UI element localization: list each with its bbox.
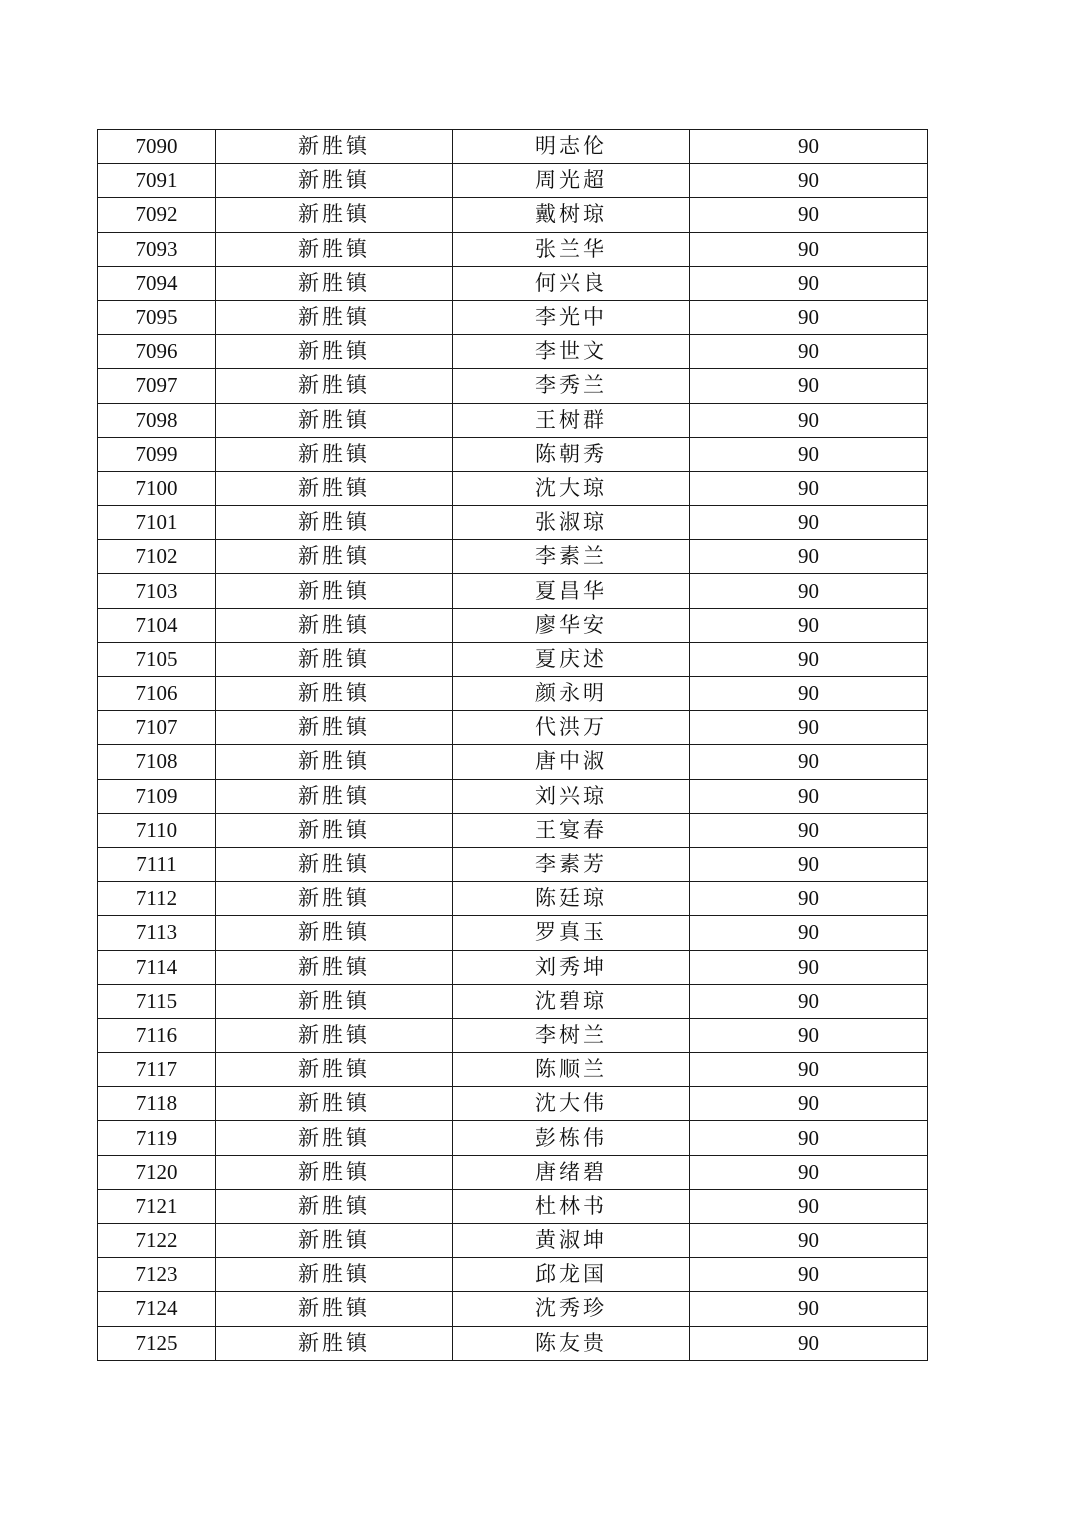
- person-name-cell: 周光超: [453, 164, 690, 198]
- table-row: [98, 711, 928, 745]
- table-row: [98, 574, 928, 608]
- town-cell: 新胜镇: [216, 608, 453, 642]
- table-row: [98, 506, 928, 540]
- town-cell: 新胜镇: [216, 1189, 453, 1223]
- town-cell: 新胜镇: [216, 882, 453, 916]
- amount-cell: 90: [690, 779, 928, 813]
- table-row: [98, 1155, 928, 1189]
- row-number-cell: 7124: [98, 1292, 216, 1326]
- person-name-cell: 夏昌华: [453, 574, 690, 608]
- row-number-cell: 7122: [98, 1224, 216, 1258]
- row-number-cell: 7103: [98, 574, 216, 608]
- row-number-cell: 7112: [98, 882, 216, 916]
- town-cell: 新胜镇: [216, 437, 453, 471]
- amount-cell: 90: [690, 1292, 928, 1326]
- person-name-cell: 陈廷琼: [453, 882, 690, 916]
- amount-cell: 90: [690, 198, 928, 232]
- table-row: [98, 677, 928, 711]
- table-row: [98, 232, 928, 266]
- table-row: [98, 471, 928, 505]
- row-number-cell: 7110: [98, 813, 216, 847]
- amount-cell: 90: [690, 266, 928, 300]
- row-number-cell: 7097: [98, 369, 216, 403]
- row-number-cell: 7109: [98, 779, 216, 813]
- person-name-cell: 李世文: [453, 335, 690, 369]
- row-number-cell: 7119: [98, 1121, 216, 1155]
- town-cell: 新胜镇: [216, 847, 453, 881]
- table-row: [98, 1053, 928, 1087]
- town-cell: 新胜镇: [216, 1087, 453, 1121]
- person-name-cell: 陈友贵: [453, 1326, 690, 1360]
- row-number-cell: 7120: [98, 1155, 216, 1189]
- town-cell: 新胜镇: [216, 540, 453, 574]
- amount-cell: 90: [690, 882, 928, 916]
- amount-cell: 90: [690, 1326, 928, 1360]
- row-number-cell: 7099: [98, 437, 216, 471]
- table-row: [98, 1189, 928, 1223]
- person-name-cell: 夏庆述: [453, 642, 690, 676]
- amount-cell: 90: [690, 232, 928, 266]
- person-name-cell: 罗真玉: [453, 916, 690, 950]
- person-name-cell: 黄淑坤: [453, 1224, 690, 1258]
- person-name-cell: 王宴春: [453, 813, 690, 847]
- table-row: [98, 642, 928, 676]
- town-cell: 新胜镇: [216, 1326, 453, 1360]
- amount-cell: 90: [690, 471, 928, 505]
- person-name-cell: 沈大琼: [453, 471, 690, 505]
- town-cell: 新胜镇: [216, 1018, 453, 1052]
- row-number-cell: 7116: [98, 1018, 216, 1052]
- town-cell: 新胜镇: [216, 403, 453, 437]
- row-number-cell: 7108: [98, 745, 216, 779]
- row-number-cell: 7090: [98, 130, 216, 164]
- amount-cell: 90: [690, 1189, 928, 1223]
- table-row: [98, 198, 928, 232]
- row-number-cell: 7111: [98, 847, 216, 881]
- row-number-cell: 7105: [98, 642, 216, 676]
- row-number-cell: 7114: [98, 950, 216, 984]
- row-number-cell: 7106: [98, 677, 216, 711]
- person-name-cell: 唐绪碧: [453, 1155, 690, 1189]
- amount-cell: 90: [690, 540, 928, 574]
- row-number-cell: 7102: [98, 540, 216, 574]
- table-row: [98, 1258, 928, 1292]
- amount-cell: 90: [690, 916, 928, 950]
- town-cell: 新胜镇: [216, 1292, 453, 1326]
- person-name-cell: 张淑琼: [453, 506, 690, 540]
- row-number-cell: 7104: [98, 608, 216, 642]
- town-cell: 新胜镇: [216, 813, 453, 847]
- person-name-cell: 张兰华: [453, 232, 690, 266]
- table-row: [98, 300, 928, 334]
- table-row: [98, 1326, 928, 1360]
- amount-cell: 90: [690, 1087, 928, 1121]
- row-number-cell: 7125: [98, 1326, 216, 1360]
- table-row: [98, 745, 928, 779]
- row-number-cell: 7107: [98, 711, 216, 745]
- row-number-cell: 7101: [98, 506, 216, 540]
- amount-cell: 90: [690, 950, 928, 984]
- amount-cell: 90: [690, 506, 928, 540]
- table-row: [98, 130, 928, 164]
- amount-cell: 90: [690, 1121, 928, 1155]
- table-row: [98, 916, 928, 950]
- person-name-cell: 陈朝秀: [453, 437, 690, 471]
- amount-cell: 90: [690, 1224, 928, 1258]
- person-name-cell: 沈秀珍: [453, 1292, 690, 1326]
- amount-cell: 90: [690, 335, 928, 369]
- town-cell: 新胜镇: [216, 369, 453, 403]
- amount-cell: 90: [690, 437, 928, 471]
- row-number-cell: 7098: [98, 403, 216, 437]
- town-cell: 新胜镇: [216, 471, 453, 505]
- person-name-cell: 廖华安: [453, 608, 690, 642]
- amount-cell: 90: [690, 1155, 928, 1189]
- person-name-cell: 彭栋伟: [453, 1121, 690, 1155]
- person-name-cell: 李秀兰: [453, 369, 690, 403]
- table-row: [98, 882, 928, 916]
- table-row: [98, 437, 928, 471]
- town-cell: 新胜镇: [216, 745, 453, 779]
- row-number-cell: 7123: [98, 1258, 216, 1292]
- town-cell: 新胜镇: [216, 300, 453, 334]
- table-row: [98, 1292, 928, 1326]
- town-cell: 新胜镇: [216, 1258, 453, 1292]
- table-row: [98, 540, 928, 574]
- person-name-cell: 李光中: [453, 300, 690, 334]
- amount-cell: 90: [690, 164, 928, 198]
- row-number-cell: 7115: [98, 984, 216, 1018]
- person-name-cell: 王树群: [453, 403, 690, 437]
- person-name-cell: 刘兴琼: [453, 779, 690, 813]
- table-row: [98, 1018, 928, 1052]
- row-number-cell: 7121: [98, 1189, 216, 1223]
- table-row: [98, 369, 928, 403]
- town-cell: 新胜镇: [216, 984, 453, 1018]
- table-row: [98, 266, 928, 300]
- amount-cell: 90: [690, 574, 928, 608]
- town-cell: 新胜镇: [216, 916, 453, 950]
- person-name-cell: 李树兰: [453, 1018, 690, 1052]
- town-cell: 新胜镇: [216, 950, 453, 984]
- row-number-cell: 7096: [98, 335, 216, 369]
- town-cell: 新胜镇: [216, 335, 453, 369]
- table-row: [98, 813, 928, 847]
- person-name-cell: 唐中淑: [453, 745, 690, 779]
- person-name-cell: 沈大伟: [453, 1087, 690, 1121]
- roster-table: [97, 129, 928, 1361]
- town-cell: 新胜镇: [216, 130, 453, 164]
- table-row: [98, 1224, 928, 1258]
- town-cell: 新胜镇: [216, 1121, 453, 1155]
- row-number-cell: 7094: [98, 266, 216, 300]
- town-cell: 新胜镇: [216, 164, 453, 198]
- table-row: [98, 779, 928, 813]
- row-number-cell: 7113: [98, 916, 216, 950]
- town-cell: 新胜镇: [216, 198, 453, 232]
- table-row: [98, 847, 928, 881]
- row-number-cell: 7117: [98, 1053, 216, 1087]
- person-name-cell: 刘秀坤: [453, 950, 690, 984]
- amount-cell: 90: [690, 130, 928, 164]
- person-name-cell: 颜永明: [453, 677, 690, 711]
- town-cell: 新胜镇: [216, 506, 453, 540]
- person-name-cell: 李素芳: [453, 847, 690, 881]
- person-name-cell: 沈碧琼: [453, 984, 690, 1018]
- row-number-cell: 7095: [98, 300, 216, 334]
- amount-cell: 90: [690, 1258, 928, 1292]
- table-row: [98, 1087, 928, 1121]
- table-row: [98, 1121, 928, 1155]
- town-cell: 新胜镇: [216, 711, 453, 745]
- town-cell: 新胜镇: [216, 574, 453, 608]
- row-number-cell: 7118: [98, 1087, 216, 1121]
- amount-cell: 90: [690, 813, 928, 847]
- amount-cell: 90: [690, 847, 928, 881]
- row-number-cell: 7100: [98, 471, 216, 505]
- person-name-cell: 戴树琼: [453, 198, 690, 232]
- amount-cell: 90: [690, 1018, 928, 1052]
- town-cell: 新胜镇: [216, 642, 453, 676]
- table-row: [98, 984, 928, 1018]
- town-cell: 新胜镇: [216, 1053, 453, 1087]
- table-row: [98, 950, 928, 984]
- row-number-cell: 7091: [98, 164, 216, 198]
- amount-cell: 90: [690, 300, 928, 334]
- person-name-cell: 李素兰: [453, 540, 690, 574]
- roster-table-body: [98, 130, 928, 1361]
- row-number-cell: 7093: [98, 232, 216, 266]
- amount-cell: 90: [690, 677, 928, 711]
- amount-cell: 90: [690, 369, 928, 403]
- person-name-cell: 明志伦: [453, 130, 690, 164]
- town-cell: 新胜镇: [216, 779, 453, 813]
- person-name-cell: 代洪万: [453, 711, 690, 745]
- amount-cell: 90: [690, 1053, 928, 1087]
- person-name-cell: 杜林书: [453, 1189, 690, 1223]
- table-row: [98, 403, 928, 437]
- amount-cell: 90: [690, 403, 928, 437]
- person-name-cell: 何兴良: [453, 266, 690, 300]
- amount-cell: 90: [690, 642, 928, 676]
- person-name-cell: 邱龙国: [453, 1258, 690, 1292]
- amount-cell: 90: [690, 984, 928, 1018]
- town-cell: 新胜镇: [216, 1224, 453, 1258]
- town-cell: 新胜镇: [216, 1155, 453, 1189]
- amount-cell: 90: [690, 711, 928, 745]
- table-row: [98, 608, 928, 642]
- person-name-cell: 陈顺兰: [453, 1053, 690, 1087]
- town-cell: 新胜镇: [216, 232, 453, 266]
- amount-cell: 90: [690, 608, 928, 642]
- table-row: [98, 335, 928, 369]
- town-cell: 新胜镇: [216, 266, 453, 300]
- town-cell: 新胜镇: [216, 677, 453, 711]
- row-number-cell: 7092: [98, 198, 216, 232]
- amount-cell: 90: [690, 745, 928, 779]
- table-row: [98, 164, 928, 198]
